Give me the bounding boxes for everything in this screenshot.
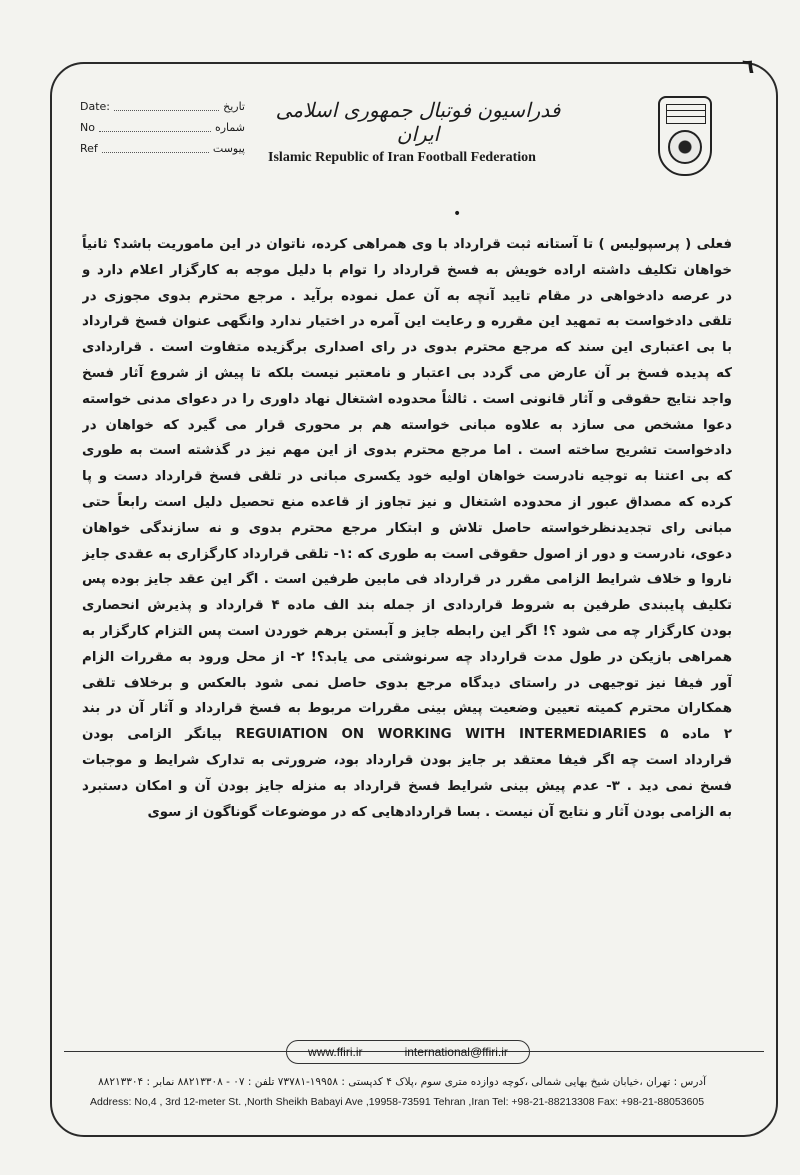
body-text-line: به الزامی بودن آثار و نتایج آن نیست . بسا قراردادهایی که در موضوعات گوناگون از سوی	[147, 804, 732, 820]
federation-title-persian: فدراسیون فوتبال جمهوری اسلامی ایران	[275, 98, 561, 146]
body-text-line: بودن کارگزار چه می شود ؟! اگر این رابطه جایز و آبستن برهم خوردن است پس التزام کارگزار به	[82, 623, 732, 639]
flag-icon	[666, 104, 706, 124]
website-link[interactable]: www.ffiri.ir	[308, 1045, 363, 1059]
ink-dot: •	[453, 206, 462, 222]
meta-label-en: Ref	[80, 142, 98, 155]
body-text-line: دادخواست تشریح ساخته است . اما مرجع محترم بدوی از این مهم نیز در گذشته است به طوری	[82, 443, 732, 459]
federation-emblem-icon	[658, 96, 712, 176]
body-text-line: در عرصه دادخواهی در مقام تایید آنچه به آن عمل نموده برآید . مرجع محترم بدوی مجوزی در	[82, 288, 732, 304]
body-text-line: دعوی، نادرست و دور از اصول حقوقی است به طوری که :١- تلقی قرارداد کارگزاری به عقدی جایز	[82, 546, 732, 562]
letter-body	[82, 232, 732, 825]
body-text-line: خواهان تکلیف داشته اراده خویش به فسخ قرارداد را توام با دلیل موجه به کارگزار اعلام دارد و	[82, 262, 732, 278]
body-text-line: تلقی دادخواست به تمهید این مقرره و رعایت این آمره در اختیار ندارد وانگهی عنوان فسخ قرارداد	[82, 314, 732, 330]
meta-date-row	[80, 96, 245, 117]
address-persian: آدرس : تهران ،خیابان شیخ بهایی شمالی ،کوچه دوازده متری سوم ،پلاک ۴ کدپستی : ١٩٩٥٨-٧٣٧٨١ تلفن : ٠٧ - ٨٨٢١٣٣٠٨ نمابر : ٨٨٢١٣٣٠۴	[98, 1076, 706, 1088]
body-text-line: کرده که مصداق عبور از محدوده اشتغال و نیز تجاوز از قاعده منع تحصیل دلیل است رابعاً حتی	[82, 494, 732, 510]
body-text-line: آور فیفا نیز توجیهی در راستای دیدگاه مرجع بدوی حاصل نمی شود بالعکس و برخلاف تلقی	[82, 675, 732, 691]
letter-meta-fields	[80, 96, 245, 159]
body-text-line: قرارداد است چه اگر فیفا معتقد بر جایز بودن قرارداد بود، ضرورتی به تدارک شرایط و موجبات	[82, 752, 732, 768]
meta-dotted-line	[114, 96, 219, 111]
meta-number-row	[80, 117, 245, 138]
body-text-line: همکاران محترم کمیته تعیین وضعیت پیش بینی مقررات مربوط به فسخ قرارداد و آثار آن در بند	[82, 701, 732, 717]
body-text-line: واجد نتایج حقوقی و آثار قانونی است . ثالثاً محدوده اشتغال نهاد داوری را در دعوای مدنی خواسته	[82, 391, 732, 407]
body-text-line: همراهی بازیکن در طول مدت قرارداد چه سرنوشتی می یابد؟! ٢- از محل ورود به مقررات الزام	[82, 649, 732, 665]
body-text-line: ٢ ماده ۵ REGUIATION ON WORKING WITH INTERMEDIARIES بیانگر الزامی بودن	[82, 727, 732, 743]
body-text-line: مبانی رای تجدیدنظرخواسته حاصل تلاش و ابتکار مرجع محترم بدوی و نه سازندگی خواهان	[82, 520, 732, 536]
body-text-line: با بی اعتباری این سند که مرجع محترم بدوی در رای اصداری برگزیده متفاوت است . قراردادی	[82, 340, 732, 356]
body-text-line: فسخ نمی دید . ٣- عدم پیش بینی شرایط فسخ قرارداد به منزله جایز بودن آن و امکان دستبرد	[82, 778, 732, 794]
email-link[interactable]: international@ffiri.ir	[404, 1045, 508, 1059]
meta-label-fa: تاریخ	[223, 100, 245, 113]
meta-label-en: No	[80, 121, 95, 134]
address-english: Address: No,4 , 3rd 12-meter St. ,North Sheikh Babayi Ave ,19958-73591 Tehran ,Iran Tel: +98-21-88213308 Fax: +98-21-88053605	[90, 1096, 705, 1108]
body-text-line: دعوا مشخص می سازد به علاوه مبانی خواسته هم بر محوری قرار می گیرد که خواهان در	[82, 417, 732, 433]
body-text-line: که بی اعتنا به توجیه نادرست خواهان اولیه خود یکسری مبانی در تلقی فسخ قرارداد دست و پا	[82, 469, 732, 485]
meta-dotted-line	[99, 117, 211, 132]
body-text-line: که پدیده فسخ بر آن عارض می گردد بی اعتبار و نامعتبر نیست بلکه تا پیش از شروع آثار فسخ	[82, 365, 732, 381]
meta-label-fa: پیوست	[212, 142, 245, 155]
meta-dotted-line	[102, 138, 209, 153]
corner-mark: ٦	[742, 54, 755, 78]
body-text-line: تکلیف پایبندی طرفین به شروط قراردادی از جمله بند الف ماده ۴ قرارداد و پذیرش انحصاری	[82, 598, 732, 614]
football-icon	[668, 130, 702, 164]
contact-pill	[286, 1040, 530, 1064]
meta-label-en: Date:	[80, 100, 110, 113]
meta-label-fa: شماره	[214, 121, 245, 134]
body-text-line: فعلی ( پرسپولیس ) تا آستانه ثبت قرارداد با وی همراهی کرده، ناتوان در این ماموریت باشد؟ ثانیاً	[82, 237, 732, 252]
body-text-line: ناروا و خلاف شرایط الزامی مقرر در قرارداد فی مابین طرفین است . اگر این عقد جایز بوده پس	[82, 572, 732, 588]
meta-ref-row	[80, 138, 245, 159]
federation-title-english: Islamic Republic of Iran Football Federation	[268, 150, 536, 165]
